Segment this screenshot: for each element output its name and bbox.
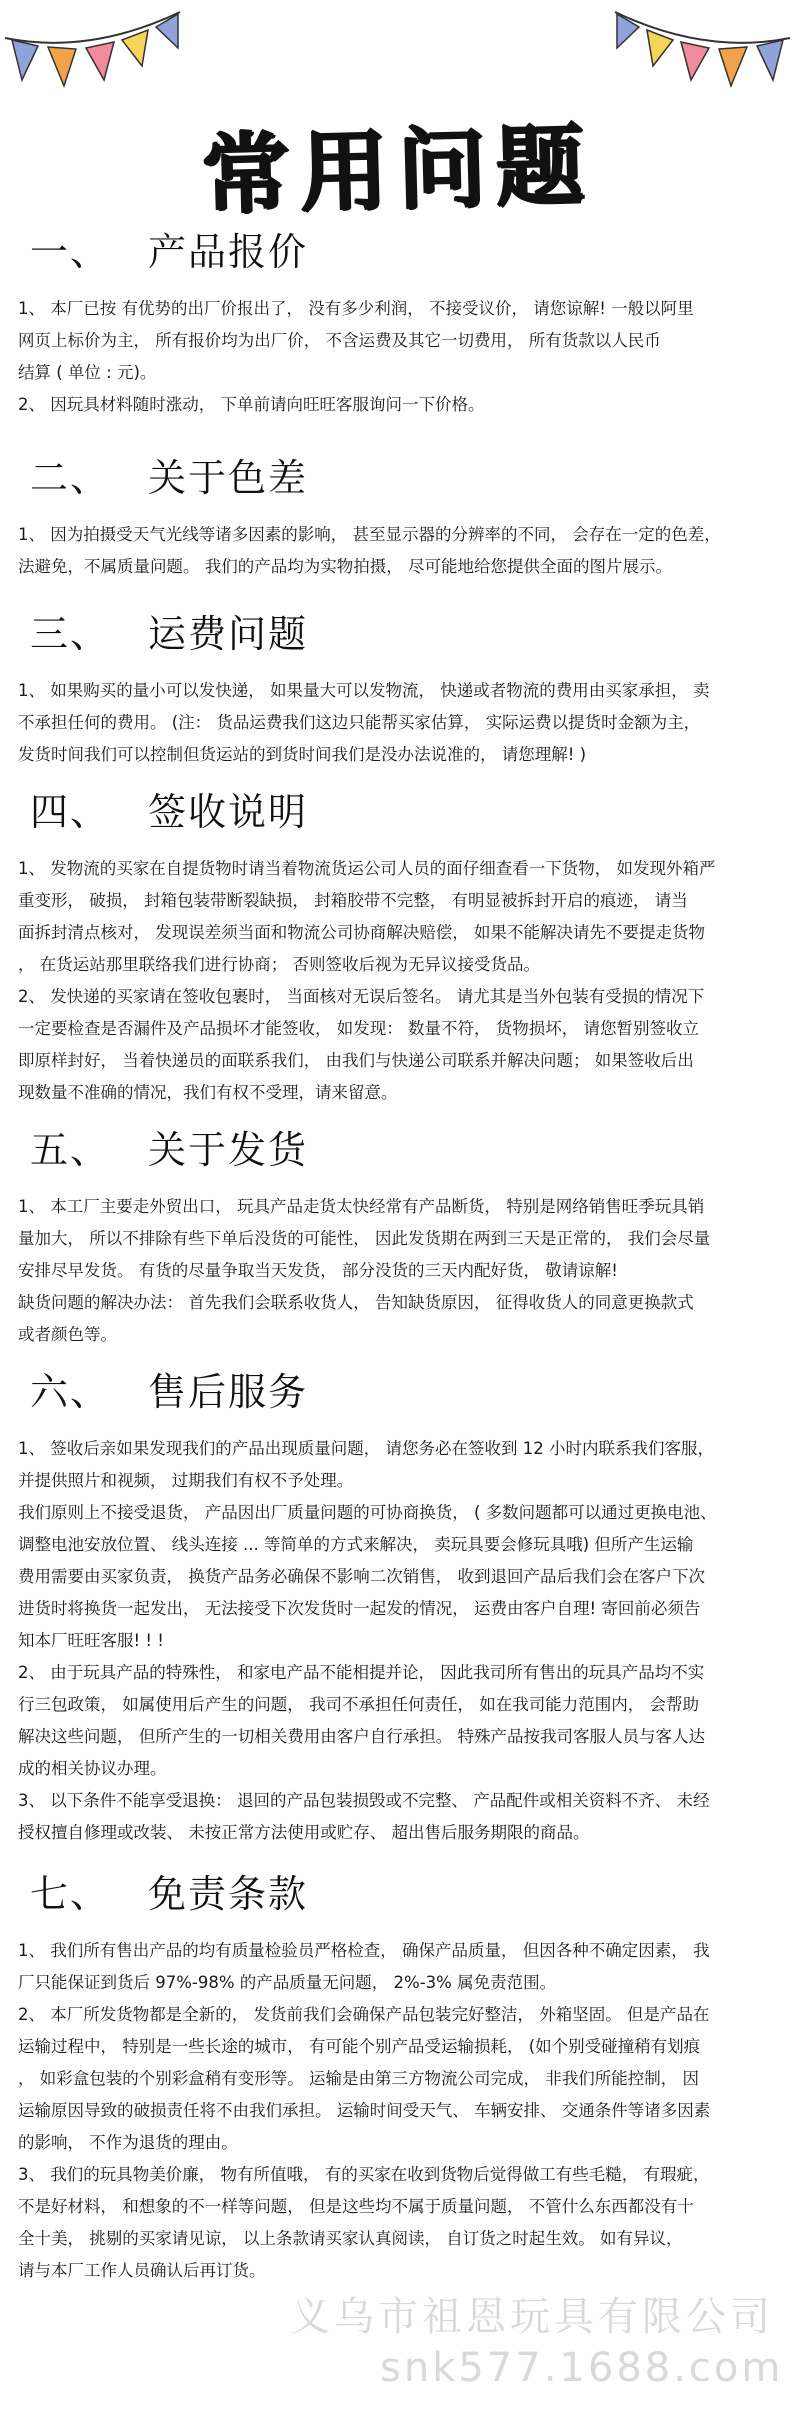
paragraph-line: 解决这些问题， 但所产生的一切相关费用由客户自行承担。 特殊产品按我司客服人员与客人达 <box>18 1727 705 1746</box>
paragraph-line: 1、 如果购买的量小可以发快递， 如果量大可以发物流， 快递或者物流的费用由买家承担， 卖 <box>18 681 710 700</box>
paragraph-line: 1、 因为拍摄受天气光线等诸多因素的影响， 甚至显示器的分辨率的不同， 会存在一定的色差， <box>18 525 721 544</box>
paragraph-line: 缺货问题的解决办法： 首先我们会联系收货人， 告知缺货原因， 征得收货人的同意更换款式 <box>18 1293 694 1312</box>
faq-section <box>18 785 795 1109</box>
paragraph-line: ， 如彩盒包装的个别彩盒稍有变形等。 运输是由第三方物流公司完成， 非我们所能控制， 因 <box>18 2069 699 2088</box>
section-heading <box>30 1365 795 1419</box>
paragraph-line: 并提供照片和视频， 过期我们有权不予处理。 <box>18 1471 354 1490</box>
section-title: 售后服务 <box>148 1370 309 1414</box>
paragraph-line: 3、 我们的玩具物美价廉， 物有所值哦， 有的买家在收到货物后觉得做工有些毛糙， 有瑕疵， <box>18 2165 710 2184</box>
paragraph-line: 费用需要由买家负责， 换货产品务必确保不影响二次销售， 收到退回产品后我们会在客户下次 <box>18 1567 705 1586</box>
section-number: 四、 <box>30 790 111 834</box>
paragraph-line: 运输过程中， 特别是一些长途的城市， 有可能个别产品受运输损耗， (如个别受碰撞稍有划痕 <box>18 2037 701 2056</box>
paragraph-line: 不承担任何的费用。 (注： 货品运费我们这边只能帮买家估算， 实际运费以提货时金额为主， <box>18 713 701 732</box>
paragraph-line: 量加大， 所以不排除有些下单后没货的可能性， 因此发货期在两到三天是正常的， 我们会尽量 <box>18 1229 711 1248</box>
faq-section <box>18 225 795 421</box>
section-number: 三、 <box>30 612 111 656</box>
faq-section <box>18 1867 795 2287</box>
watermark-company: 义乌市祖恩玩具有限公司 <box>290 2294 774 2340</box>
section-heading <box>30 1123 795 1177</box>
paragraph-line: 1、 本厂已按 有优势的出厂价报出了， 没有多少利润， 不接受议价， 请您谅解! 一般以阿里 <box>18 299 694 318</box>
section-title: 产品报价 <box>148 230 309 274</box>
paragraph-line: 进货时将换货一起发出， 无法接受下次发货时一起发的情况， 运费由客户自理! 寄回前必须告 <box>18 1599 701 1618</box>
section-title: 免责条款 <box>148 1872 309 1916</box>
paragraph-line: 2、 本厂所发货物都是全新的， 发货前我们会确保产品包装完好整洁， 外箱坚固。 但是产品在 <box>18 2005 710 2024</box>
section-number: 二、 <box>30 456 111 500</box>
faq-section <box>18 1365 795 1849</box>
paragraph-line: 安排尽早发货。 有货的尽量争取当天发货， 部分没货的三天内配好货， 敬请谅解! <box>18 1261 618 1280</box>
paragraph-line: 全十美， 挑剔的买家请见谅， 以上条款请买家认真阅读， 自订货之时起生效。 如有异议， <box>18 2229 683 2248</box>
paragraph-line: 厂只能保证到货后 97%-98% 的产品质量无问题， 2%-3% 属免责范围。 <box>18 1973 557 1992</box>
section-title: 运费问题 <box>148 612 309 656</box>
section-heading <box>30 785 795 839</box>
section-heading <box>30 225 795 279</box>
faq-section <box>18 607 795 771</box>
faq-content <box>18 225 795 2287</box>
section-heading <box>30 1867 795 1921</box>
section-title: 关于色差 <box>148 456 309 500</box>
paragraph-line: 3、 以下条件不能享受退换： 退回的产品包装损毁或不完整、 产品配件或相关资料不齐、 未经 <box>18 1791 710 1810</box>
section-heading <box>30 451 795 505</box>
paragraph-line: 的影响， 不作为退货的理由。 <box>18 2133 238 2152</box>
section-number: 六、 <box>30 1370 111 1414</box>
paragraph-line: 1、 签收后亲如果发现我们的产品出现质量问题， 请您务必在签收到 12 小时内联系我们客服， <box>18 1439 714 1458</box>
paragraph-line: ， 在货运站那里联络我们进行协商； 否则签收后视为无异议接受货品。 <box>18 955 540 974</box>
section-title: 关于发货 <box>148 1128 309 1172</box>
section-heading <box>30 607 795 661</box>
paragraph-line: 或者颜色等。 <box>18 1325 117 1344</box>
paragraph-line: 1、 本工厂主要走外贸出口， 玩具产品走货太快经常有产品断货， 特别是网络销售旺季玩具销 <box>18 1197 705 1216</box>
paragraph-line: 请与本厂工作人员确认后再订货。 <box>18 2261 266 2280</box>
paragraph-line: 结算 ( 单位 : 元)。 <box>18 363 157 382</box>
paragraph-line: 行三包政策， 如属使用后产生的问题， 我司不承担任何责任， 如在我司能力范围内， 会帮助 <box>18 1695 699 1714</box>
paragraph-line: 不是好材料， 和想象的不一样等问题， 但是这些均不属于质量问题， 不管什么东西都没有十 <box>18 2197 694 2216</box>
watermark-url: snk577.1688.com <box>380 2345 784 2391</box>
paragraph-line: 一定要检查是否漏件及产品损坏才能签收， 如发现： 数量不符， 货物损坏， 请您暂别签收立 <box>18 1019 699 1038</box>
section-title: 签收说明 <box>148 790 309 834</box>
paragraph-line: 即原样封好， 当着快递员的面联系我们， 由我们与快递公司联系并解决问题； 如果签收后出 <box>18 1051 694 1070</box>
paragraph-line: 网页上标价为主， 所有报价均为出厂价， 不含运费及其它一切费用， 所有货款以人民币 <box>18 331 661 350</box>
paragraph-line: 1、 发物流的买家在自提货物时请当着物流货运公司人员的面仔细查看一下货物， 如发现外箱严 <box>18 859 716 878</box>
paragraph-line: 2、 由于玩具产品的特殊性， 和家电产品不能相提并论， 因此我司所有售出的玩具产品均不实 <box>18 1663 705 1682</box>
paragraph-line: 我们原则上不接受退货， 产品因出厂质量问题的可协商换货， ( 多数问题都可以通过更换电池、 <box>18 1503 717 1522</box>
paragraph-line: 法避免，不属质量问题。 我们的产品均为实物拍摄， 尽可能地给您提供全面的图片展示。 <box>18 557 672 576</box>
section-number: 一、 <box>30 230 111 274</box>
paragraph-line: 2、 因玩具材料随时涨动， 下单前请向旺旺客服询问一下价格。 <box>18 395 485 414</box>
bunting-left-decoration <box>0 0 200 110</box>
paragraph-line: 现数量不准确的情况，我们有权不受理，请来留意。 <box>18 1083 398 1102</box>
paragraph-line: 面拆封清点核对， 发现误差须当面和物流公司协商解决赔偿， 如果不能解决请先不要提走货物 <box>18 923 705 942</box>
section-number: 七、 <box>30 1872 111 1916</box>
faq-section <box>18 451 795 583</box>
paragraph-line: 知本厂旺旺客服! ! ! <box>18 1631 164 1650</box>
paragraph-line: 发货时间我们可以控制但货运站的到货时间我们是没办法说准的， 请您理解! ) <box>18 745 587 764</box>
faq-section <box>18 1123 795 1351</box>
section-number: 五、 <box>30 1128 111 1172</box>
page-title: 常用问题 <box>200 112 595 227</box>
paragraph-line: 2、 发快递的买家请在签收包裹时， 当面核对无误后签名。 请尤其是当外包装有受损的情况下 <box>18 987 705 1006</box>
paragraph-line: 1、 我们所有售出产品的均有质量检验员严格检查， 确保产品质量， 但因各种不确定因素， 我 <box>18 1941 710 1960</box>
paragraph-line: 调整电池安放位置、 线头连接 ... 等简单的方式来解决， 卖玩具要会修玩具哦) 但所产生运输 <box>18 1535 694 1554</box>
paragraph-line: 重变形， 破损， 封箱包装带断裂缺损， 封箱胶带不完整， 有明显被拆封开启的痕迹， 请当 <box>18 891 688 910</box>
paragraph-line: 授权擅自修理或改装、 未按正常方法使用或贮存、 超出售后服务期限的商品。 <box>18 1823 590 1842</box>
paragraph-line: 运输原因导致的破损责任将不由我们承担。 运输时间受天气、 车辆安排、 交通条件等诸多因素 <box>18 2101 711 2120</box>
paragraph-line: 成的相关协议办理。 <box>18 1759 167 1778</box>
